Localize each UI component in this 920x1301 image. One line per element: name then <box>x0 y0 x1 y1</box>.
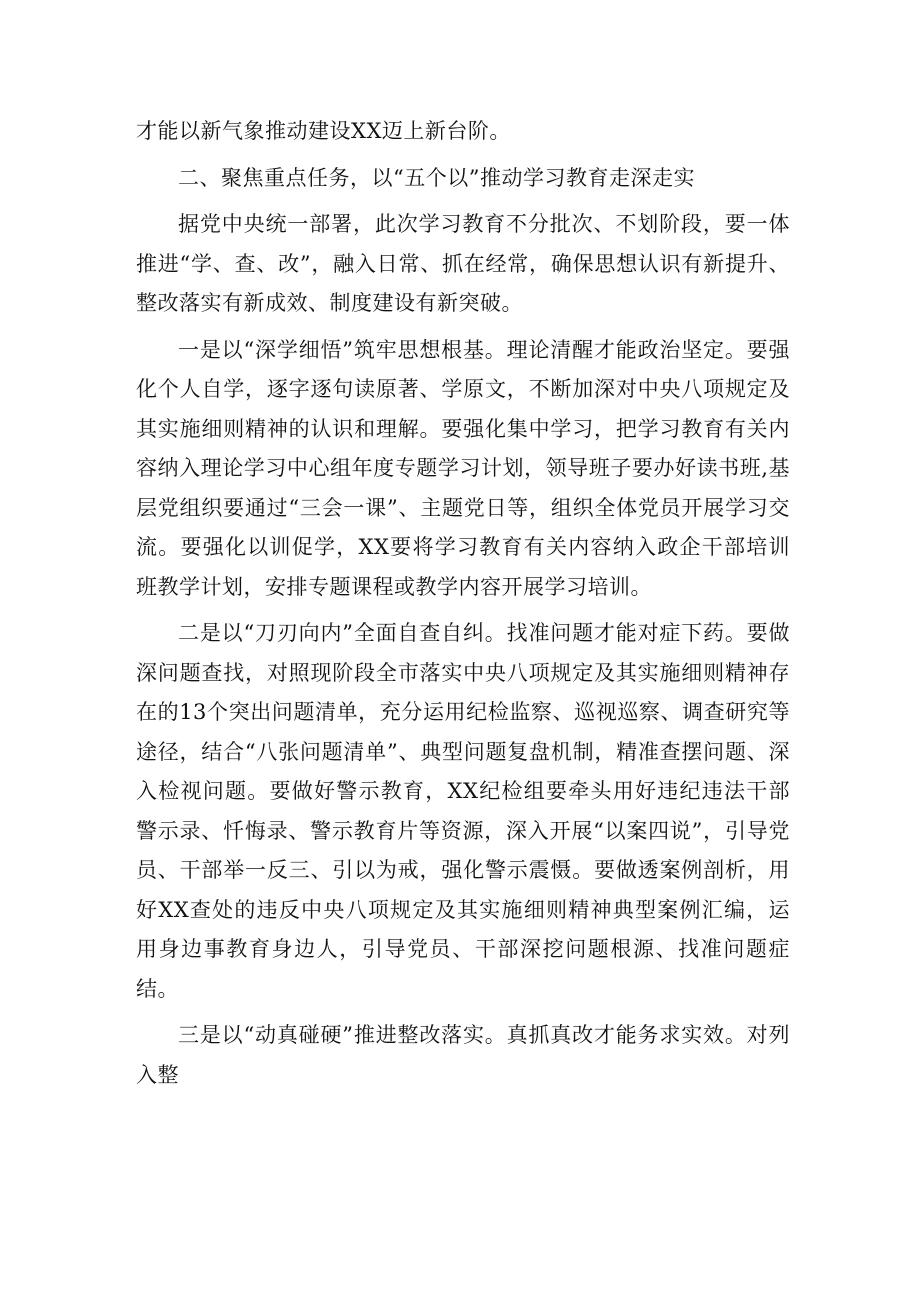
section-heading: 二、聚焦重点任务，以“五个以”推动学习教育走深走实 <box>178 165 695 190</box>
paragraph-point-two: 二是以“刀刃向内”全面自查自纠。找准问题才能对症下药。要做深问题查找，对照现阶段全市落实中央八项规定及其实施细则精神存在的13个突出问题清单，充分运用纪检监察、巡视巡察、调查研究等途径，结合“八张问题清单”、典型问题复盘机制，精准查摆问题、深入检视问题。要做好警示教育，XX纪检组要牵头用好违纪违法干部警示录、忏悔录、警示教育片等资源，深入开展“以案四说”，引导党员、干部举一反三、引以为戒，强化警示震慑。要做透案例剖析，用好XX查处的违反中央八项规定及其实施细则精神典型案例汇编，运用身边事教育身边人，引导党员、干部深挖问题根源、找准问题症结。 <box>136 621 790 1001</box>
paragraph-continuation: 才能以新气象推动建设XX迈上新台阶。 <box>136 119 511 143</box>
paragraph-point-one: 一是以“深学细悟”筑牢思想根基。理论清醒才能政治坚定。要强化个人自学，逐字逐句读原著、学原文，不断加深对中央八项规定及其实施细则精神的认识和理解。要强化集中学习，把学习教育有关内容纳入理论学习中心组年度专题学习计划，领导班子要办好读书班,基层党组织要通过“三会一课”、主题党日等，组织全体党员开展学习交流。要强化以训促学，XX要将学习教育有关内容纳入政企干部培训班教学计划，安排专题课程或教学内容开展学习培训。 <box>136 337 790 599</box>
paragraph-point-three: 三是以“动真碰硬”推进整改落实。真抓真改才能务求实效。对列入整 <box>136 1023 790 1087</box>
document-body <box>136 112 790 1095</box>
paragraph-intro: 据党中央统一部署，此次学习教育不分批次、不划阶段，要一体推进“学、查、改”，融入日常、抓在经常，确保思想认识有新提升、整改落实有新成效、制度建设有新突破。 <box>136 212 790 315</box>
